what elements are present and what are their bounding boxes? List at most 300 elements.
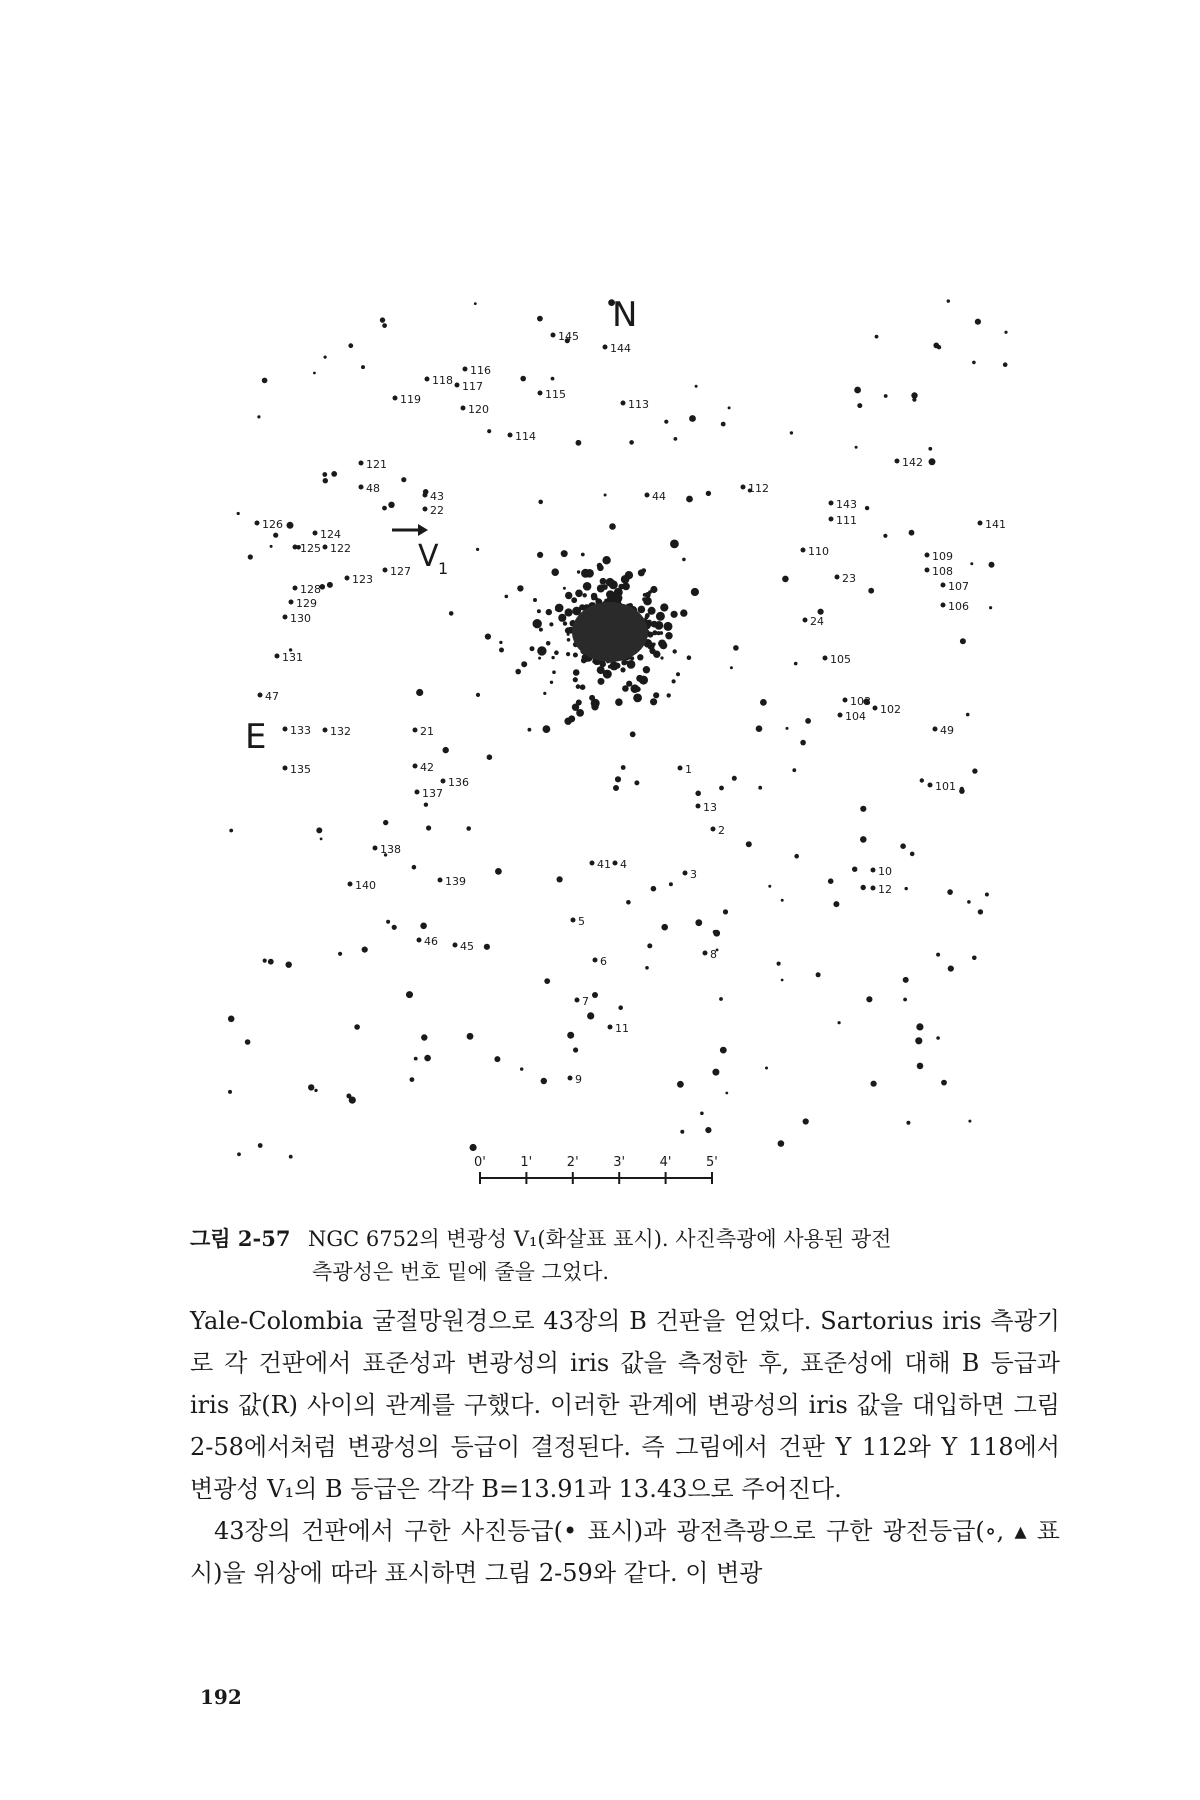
cluster-star: [660, 603, 668, 611]
field-star: [900, 843, 906, 849]
field-star: [257, 415, 260, 418]
star-label-dot: [413, 764, 418, 769]
cluster-star: [521, 661, 527, 667]
cluster-star: [687, 655, 692, 660]
cluster-star: [533, 598, 537, 602]
cluster-star: [603, 670, 612, 679]
field-star: [443, 747, 449, 753]
field-star: [567, 638, 571, 642]
field-star: [626, 900, 631, 905]
star-label: 114: [515, 430, 536, 443]
field-star: [467, 1033, 474, 1040]
star-label-dot: [258, 693, 263, 698]
star-label-dot: [696, 804, 701, 809]
figure-caption: [190, 1222, 1060, 1289]
field-star: [966, 713, 970, 717]
cluster-star: [583, 582, 592, 591]
north-label: N: [612, 295, 638, 335]
field-star: [972, 956, 977, 961]
field-star: [985, 893, 989, 897]
field-star: [621, 765, 626, 770]
field-star: [286, 962, 292, 968]
field-star: [268, 959, 274, 965]
field-star: [871, 1081, 877, 1087]
star-label: 42: [420, 761, 434, 774]
cluster-star: [645, 592, 651, 598]
field-star: [728, 406, 731, 409]
cluster-star: [643, 666, 650, 673]
star-label-dot: [925, 553, 930, 558]
star-label-dot: [603, 345, 608, 350]
cluster-star: [672, 679, 676, 683]
cluster-star: [603, 557, 610, 564]
field-star: [929, 458, 936, 465]
cluster-star: [650, 698, 657, 705]
cluster-star: [566, 652, 570, 656]
field-star: [520, 1067, 523, 1070]
star-label-dot: [835, 575, 840, 580]
field-star: [903, 977, 909, 983]
star-label-dot: [645, 493, 650, 498]
star-label-dot: [383, 568, 388, 573]
paragraph-1: Yale-Colombia 굴절망원경으로 43장의 B 건판을 얻었다. Sartorius iris 측광기로 각 건판에서 표준성과 변광성의 iris 값을 측정한 후, 표준성에 대해 B 등급과 iris 값(R) 사이의 관계를 구했다. 이러한 관계에 변광성의 iris 값을 대입하면 그림 2-58에서처럼 변광성의 등급이 결정된다. 즉 그림에서 건판 Y 112와 Y 118에서 변광성 V₁의 B 등급은 각각 B=13.91과 13.43으로 주어진다.: [190, 1307, 1060, 1503]
cluster-star: [537, 552, 543, 558]
field-star: [970, 562, 973, 565]
cluster-star: [563, 587, 566, 590]
field-star: [700, 1112, 704, 1116]
field-star: [712, 1069, 719, 1076]
cluster-star: [639, 676, 648, 685]
star-label: 136: [448, 776, 469, 789]
field-star: [758, 786, 762, 790]
field-star: [1004, 331, 1007, 334]
star-label: 4: [620, 858, 627, 871]
star-label-dot: [255, 521, 260, 526]
star-label-dot: [895, 459, 900, 464]
field-star: [270, 545, 273, 548]
field-star: [392, 925, 397, 930]
star-label-dot: [293, 586, 298, 591]
field-star: [674, 437, 678, 441]
cluster-star: [606, 590, 615, 599]
field-star: [866, 996, 872, 1002]
cluster-star: [535, 619, 539, 623]
field-star: [228, 1090, 232, 1094]
star-label-dot: [283, 727, 288, 732]
field-star: [883, 534, 887, 538]
cluster-star: [620, 667, 625, 672]
star-label: 130: [290, 612, 311, 625]
star-label: 120: [468, 403, 489, 416]
field-star: [695, 919, 702, 926]
field-star: [362, 947, 368, 953]
star-label-dot: [413, 728, 418, 733]
star-label-dot: [978, 521, 983, 526]
star-label-dot: [741, 485, 746, 490]
cluster-star: [660, 642, 668, 650]
field-star: [915, 1037, 922, 1044]
field-star: [630, 731, 636, 737]
variable-label: V: [418, 539, 439, 574]
variable-arrow: [392, 524, 428, 536]
field-star: [706, 491, 711, 496]
field-star: [248, 554, 253, 559]
field-star: [424, 1055, 431, 1062]
star-label: 44: [652, 490, 666, 503]
star-label-dot: [359, 461, 364, 466]
cluster-star: [642, 597, 646, 601]
field-star: [273, 533, 278, 538]
field-star: [258, 1143, 263, 1148]
field-star: [401, 477, 406, 482]
field-star: [237, 512, 240, 515]
star-label: 10: [878, 865, 892, 878]
field-star: [968, 1120, 971, 1123]
field-star: [517, 585, 523, 591]
field-star: [386, 920, 390, 924]
star-label-dot: [538, 391, 543, 396]
cluster-star: [604, 599, 607, 602]
cluster-star: [671, 611, 678, 618]
cluster-star: [609, 580, 618, 589]
field-star: [805, 718, 811, 724]
caption-text-1: NGC 6752의 변광성 V₁(화살표 표시). 사진측광에 사용된 광전: [308, 1227, 892, 1251]
star-label-dot: [621, 401, 626, 406]
scale-tick-label: 1': [520, 1155, 533, 1170]
cluster-star: [546, 641, 551, 646]
paragraph-2: 43장의 건판에서 구한 사진등급(• 표시)과 광전측광으로 구한 광전등급(∘, ▴ 표시)을 위상에 따라 표시하면 그림 2-59와 같다. 이 변광: [190, 1517, 1060, 1587]
cluster-star: [664, 622, 673, 631]
field-star: [647, 943, 652, 948]
cluster-star: [614, 588, 623, 597]
scale-tick-label: 0': [474, 1155, 486, 1170]
cluster-star: [530, 646, 535, 651]
star-label-dot: [323, 728, 328, 733]
star-label-dot: [608, 1025, 613, 1030]
field-star: [816, 972, 821, 977]
star-label-dot: [823, 656, 828, 661]
field-star: [732, 776, 737, 781]
field-star: [903, 998, 907, 1002]
star-label-dot: [590, 861, 595, 866]
star-label: 124: [320, 528, 341, 541]
field-star: [651, 886, 657, 892]
field-star: [782, 576, 789, 583]
star-label: 133: [290, 724, 311, 737]
star-label: 144: [610, 342, 631, 355]
field-star: [487, 429, 491, 433]
field-star: [865, 506, 869, 510]
cluster-star: [583, 593, 587, 597]
field-star: [803, 1118, 809, 1124]
cluster-star: [638, 606, 646, 614]
star-label: 105: [830, 653, 851, 666]
cluster-star: [585, 569, 594, 578]
field-star: [680, 1130, 684, 1134]
star-label: 141: [985, 518, 1006, 531]
cluster-star: [660, 656, 663, 659]
field-star: [730, 666, 733, 669]
field-star: [695, 791, 701, 797]
star-label: 7: [582, 995, 589, 1008]
star-label: 129: [296, 597, 317, 610]
field-star: [629, 440, 634, 445]
star-label-dot: [345, 576, 350, 581]
star-label-dot: [941, 603, 946, 608]
field-star: [421, 1034, 427, 1040]
star-label: 22: [430, 504, 444, 517]
field-star: [587, 1012, 594, 1019]
cluster-star: [546, 609, 552, 615]
field-star: [778, 1140, 785, 1147]
field-star: [499, 648, 504, 653]
field-star: [576, 440, 582, 446]
field-star: [308, 1084, 314, 1090]
field-star: [592, 992, 598, 998]
star-label-dot: [871, 868, 876, 873]
field-star: [228, 1016, 235, 1023]
star-label: 119: [400, 393, 421, 406]
star-label: 111: [836, 514, 857, 527]
star-label: 131: [282, 651, 303, 664]
field-star: [229, 829, 233, 833]
field-star: [768, 885, 771, 888]
field-star: [860, 836, 867, 843]
field-star: [948, 966, 954, 972]
star-label: 127: [390, 565, 411, 578]
cluster-star: [673, 649, 677, 653]
cluster-star: [614, 663, 620, 669]
star-label-dot: [925, 568, 930, 573]
star-label-dot: [928, 783, 933, 788]
field-star: [989, 562, 995, 568]
field-star: [928, 447, 932, 451]
field-star: [818, 609, 824, 615]
field-star: [557, 876, 563, 882]
page-number: 192: [200, 1685, 242, 1709]
star-label-dot: [873, 706, 878, 711]
field-star: [760, 699, 767, 706]
star-label-dot: [575, 998, 580, 1003]
cluster-star: [575, 590, 583, 598]
star-label-dot: [441, 779, 446, 784]
field-star: [1003, 362, 1008, 367]
star-label-dot: [455, 383, 460, 388]
cluster-star: [680, 609, 687, 616]
star-label-dot: [289, 600, 294, 605]
cluster-star: [637, 654, 643, 660]
field-star: [466, 826, 471, 831]
star-label: 113: [628, 398, 649, 411]
field-star: [756, 725, 763, 732]
field-star: [936, 1036, 940, 1040]
field-star: [314, 1089, 317, 1092]
scale-bar: [474, 1155, 718, 1184]
field-star: [613, 785, 619, 791]
cluster-star: [600, 578, 607, 585]
star-label: 118: [432, 374, 453, 387]
field-star: [645, 966, 649, 970]
field-star: [781, 979, 784, 982]
field-star: [906, 1121, 910, 1125]
cluster-star: [589, 695, 595, 701]
cluster-star: [600, 661, 606, 667]
field-star: [414, 1057, 418, 1061]
scale-tick-label: 5': [706, 1155, 718, 1170]
star-label: 3: [690, 868, 697, 881]
field-star: [920, 778, 924, 782]
caption-line-2: 측광성은 번호 밑에 줄을 그었다.: [312, 1260, 610, 1284]
field-star: [245, 1039, 251, 1045]
star-label-dot: [613, 861, 618, 866]
field-star: [719, 997, 723, 1001]
cluster-star: [591, 593, 598, 600]
field-star: [689, 415, 696, 422]
star-label: 138: [380, 843, 401, 856]
field-star: [544, 978, 550, 984]
star-label: 122: [330, 542, 351, 555]
cluster-star: [691, 588, 699, 596]
star-label-dot: [423, 507, 428, 512]
field-star: [263, 959, 267, 963]
field-star: [664, 420, 668, 424]
star-label: 1: [685, 763, 692, 776]
field-star: [777, 962, 781, 966]
field-star: [470, 1144, 477, 1151]
cluster-star: [602, 584, 608, 590]
field-star: [380, 317, 385, 322]
field-star: [916, 1023, 923, 1030]
cluster-star: [573, 669, 580, 676]
field-star: [794, 854, 799, 859]
field-star: [289, 1155, 293, 1159]
field-star: [331, 471, 337, 477]
star-label: 8: [710, 948, 717, 961]
star-label-dot: [393, 396, 398, 401]
star-label-dot: [703, 951, 708, 956]
cluster-star: [552, 670, 556, 674]
field-star: [941, 1080, 947, 1086]
field-star: [634, 780, 639, 785]
star-label: 47: [265, 690, 279, 703]
field-star: [852, 867, 857, 872]
field-star: [947, 299, 950, 302]
star-label: 137: [422, 787, 443, 800]
field-star: [383, 820, 388, 825]
star-label: 11: [615, 1022, 629, 1035]
cluster-star: [565, 592, 572, 599]
field-star: [449, 611, 454, 616]
field-star: [573, 1047, 578, 1052]
field-star: [719, 786, 724, 791]
field-star: [541, 1078, 547, 1084]
cluster-star: [576, 684, 581, 689]
field-star: [537, 316, 543, 322]
cluster-star: [653, 692, 659, 698]
field-star: [324, 356, 327, 359]
field-star: [972, 768, 977, 773]
star-label-dot: [417, 938, 422, 943]
cluster-star: [641, 568, 646, 573]
field-star: [855, 446, 858, 449]
cluster-star: [621, 575, 630, 584]
star-label-dot: [683, 871, 688, 876]
field-star: [933, 343, 939, 349]
field-star: [854, 387, 861, 394]
scale-tick-label: 2': [566, 1155, 579, 1170]
cluster-star: [549, 622, 553, 626]
field-star: [857, 403, 862, 408]
field-star: [912, 398, 916, 402]
star-label-dot: [293, 545, 298, 550]
cluster-star: [615, 698, 623, 706]
field-star: [875, 335, 879, 339]
field-star: [412, 865, 417, 870]
body-text: [190, 1300, 1060, 1594]
field-star: [487, 754, 493, 760]
field-star: [677, 1081, 684, 1088]
field-star: [494, 1056, 500, 1062]
star-label-dot: [843, 698, 848, 703]
star-label: 115: [545, 388, 566, 401]
field-star: [237, 1152, 241, 1156]
scale-tick-label: 3': [613, 1155, 626, 1170]
star-label-dot: [348, 882, 353, 887]
star-label: 132: [330, 725, 351, 738]
star-label-dot: [275, 654, 280, 659]
field-star: [382, 323, 387, 328]
field-star: [505, 595, 509, 599]
field-star: [800, 740, 806, 746]
field-star: [936, 953, 940, 957]
star-label-dot: [568, 1076, 573, 1081]
cluster-star: [554, 650, 559, 655]
star-label: 104: [845, 710, 866, 723]
cluster-star: [551, 568, 559, 576]
star-label-dot: [838, 713, 843, 718]
cluster-star: [564, 718, 571, 725]
field-star: [349, 1097, 356, 1104]
field-star: [382, 506, 387, 511]
star-label-dot: [711, 827, 716, 832]
cluster-star: [609, 523, 616, 530]
star-label-dot: [829, 517, 834, 522]
star-label: 2: [718, 824, 725, 837]
cluster-star: [573, 653, 578, 658]
star-label: 5: [578, 915, 585, 928]
field-star: [495, 868, 502, 875]
star-label: 9: [575, 1073, 582, 1086]
field-star: [538, 657, 541, 660]
star-label-dot: [508, 433, 513, 438]
star-label-dot: [829, 501, 834, 506]
field-star: [567, 1032, 574, 1039]
star-label-dot: [425, 377, 430, 382]
star-label: 45: [460, 940, 474, 953]
field-star: [313, 372, 316, 375]
field-star: [361, 365, 365, 369]
star-label-dot: [283, 615, 288, 620]
cluster-star: [576, 700, 582, 706]
field-star: [720, 1047, 727, 1054]
field-star: [838, 1021, 841, 1024]
field-star: [327, 582, 333, 588]
field-star: [723, 909, 728, 914]
field-star: [485, 634, 491, 640]
cluster-star: [576, 709, 584, 717]
star-label: 116: [470, 364, 491, 377]
field-star: [543, 692, 546, 695]
